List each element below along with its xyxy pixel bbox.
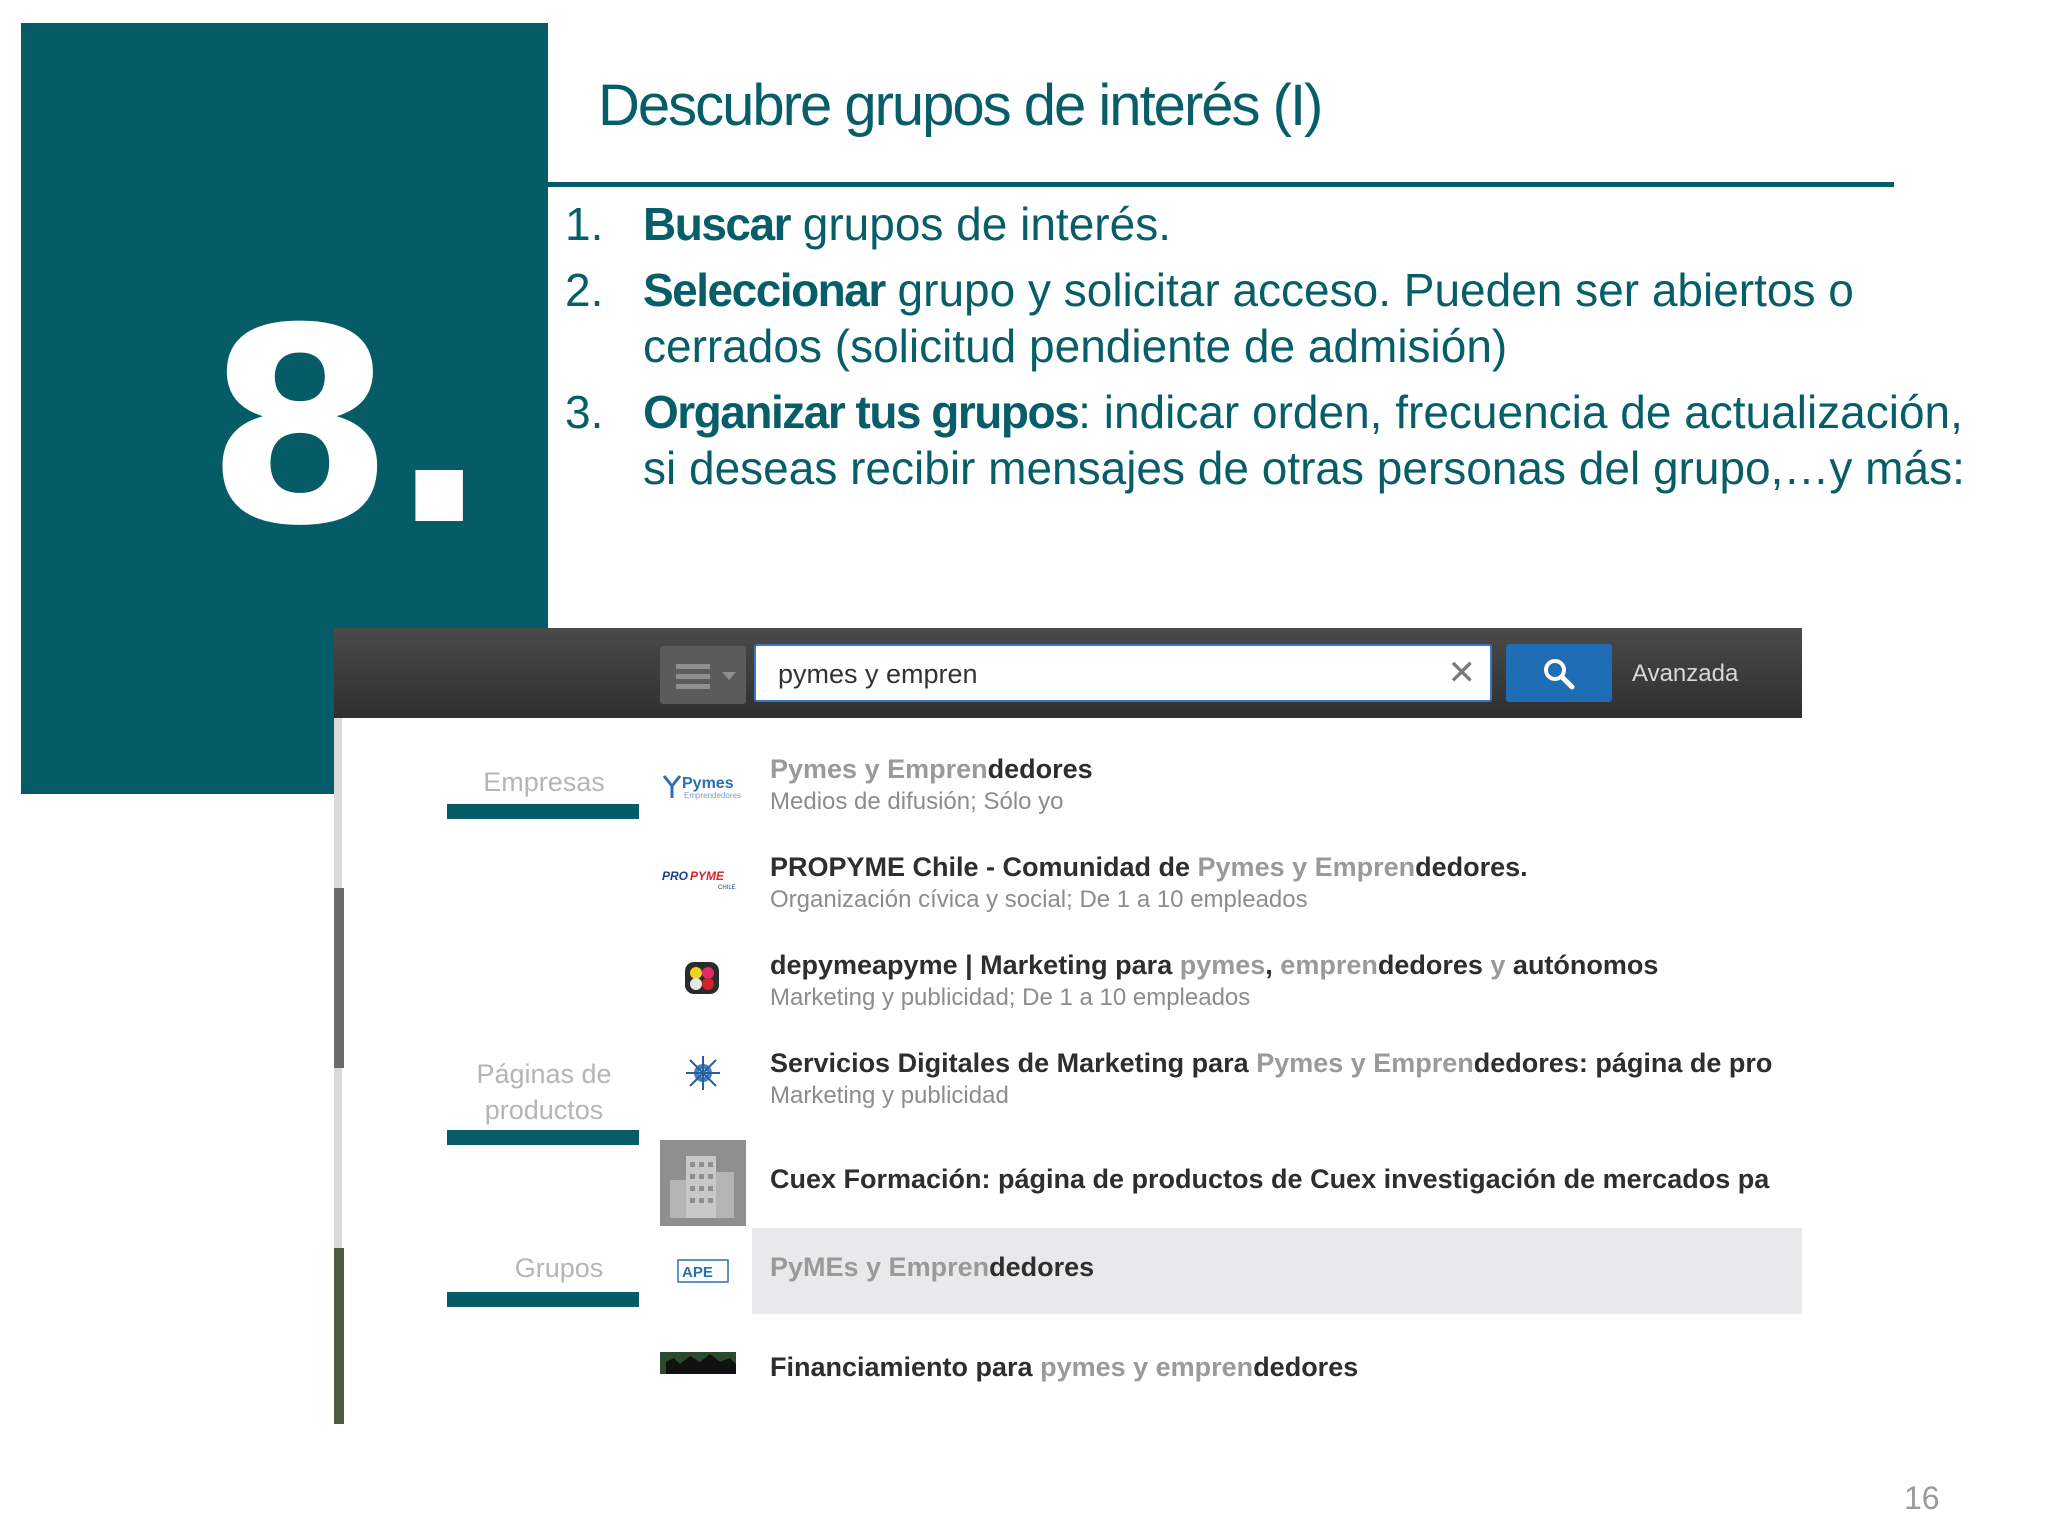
match-text: empren [1280,950,1378,980]
result-title: depymeapyme | Marketing para [770,950,1180,980]
result-subtitle: Medios de difusión; Sólo yo [770,788,1064,815]
result-title: dedores. [1415,852,1528,882]
svg-text:APE: APE [682,1264,713,1281]
search-category-menu[interactable] [660,646,746,704]
search-box [754,644,1492,702]
svg-text:PRO: PRO [662,869,689,883]
result-title: Financiamiento para [770,1352,1041,1382]
menu-icon [676,664,710,669]
title-divider [548,182,1894,187]
step-keyword: Buscar [643,198,790,250]
match-text: Pymes y Empren [1256,1048,1474,1078]
result-item[interactable] [660,746,1802,826]
advanced-search-link[interactable]: Avanzada [1632,660,1739,687]
category-underline [447,804,639,819]
category-underline [447,1292,639,1307]
step-number: 3. [565,386,604,438]
background-fragment [334,888,344,1068]
result-title: autónomos [1505,950,1659,980]
result-item[interactable] [660,1040,1802,1120]
background-fragment [334,1248,344,1424]
result-subtitle: Marketing y publicidad [770,1082,1009,1109]
step-keyword: Organizar tus grupos [643,386,1079,438]
page-number: 16 [1904,1480,1940,1516]
svg-text:Pymes: Pymes [682,775,734,792]
step-text: : indicar orden, frecuencia de actualización, si deseas recibir mensajes de otras personas del grupo,…y más: [643,386,1965,494]
category-underline [447,1130,639,1145]
result-item[interactable] [660,844,1802,924]
category-label-groups: Grupos [514,1253,604,1283]
result-title: dedores: página de pro [1473,1048,1773,1078]
result-subtitle: Marketing y publicidad; De 1 a 10 empleados [770,984,1251,1011]
slide-title: Descubre grupos de interés (I) [598,73,1322,138]
building-icon [660,1140,746,1226]
search-button[interactable] [1506,644,1612,702]
result-title: dedores [987,754,1093,784]
linkedin-search-screenshot [334,628,1802,1424]
section-number: 8. [206,270,485,585]
result-title: Cuex Formación: página de productos de Cuex investigación de mercados pa [770,1164,1770,1194]
pymes-logo [660,770,746,804]
result-title: , [1265,950,1281,980]
propyme-logo [660,864,746,894]
match-text: PyMEs y Empren [770,1252,990,1282]
category-label-products-1: Páginas de [476,1059,612,1089]
result-item-selected[interactable] [660,1228,1802,1314]
match-text: pymes y empren [1040,1352,1254,1382]
group-photo [660,1348,746,1378]
match-text: Pymes y Empren [1197,852,1416,882]
step-keyword: Seleccionar [643,264,885,316]
depymeapyme-logo [660,956,746,1000]
result-title: dedores [989,1252,1095,1282]
match-text: pymes [1179,950,1266,980]
match-text: y [1490,950,1506,980]
result-item[interactable] [660,1328,1802,1414]
svg-text:Emprendedores: Emprendedores [684,791,741,800]
category-label-products-2: productos [484,1095,604,1125]
step-number: 1. [565,198,604,250]
result-subtitle: Organización cívica y social; De 1 a 10 empleados [770,886,1308,913]
result-item[interactable] [660,1140,1802,1226]
search-icon [1542,657,1576,691]
search-input[interactable] [776,654,1420,694]
step-number: 2. [565,264,604,316]
bug-logo [660,1048,746,1098]
step-text: grupo y solicitar acceso. Pueden ser abiertos o cerrados (solicitud pendiente de admisión) [643,264,1854,372]
step-text: grupos de interés. [789,198,1171,250]
chevron-down-icon [722,672,736,680]
result-title: Servicios Digitales de Marketing para [770,1048,1257,1078]
category-label-companies: Empresas [483,767,605,797]
match-text: Pymes y Empren [770,754,988,784]
group-logo [660,1256,746,1286]
result-item[interactable] [660,942,1802,1022]
result-title: dedores [1253,1352,1359,1382]
svg-text:CHILE: CHILE [718,885,736,891]
clear-search-icon[interactable]: ✕ [1447,654,1476,692]
result-title: dedores [1377,950,1491,980]
svg-text:PYME: PYME [690,869,725,883]
result-title: PROPYME Chile - Comunidad de [770,852,1198,882]
search-toolbar [334,628,1802,718]
